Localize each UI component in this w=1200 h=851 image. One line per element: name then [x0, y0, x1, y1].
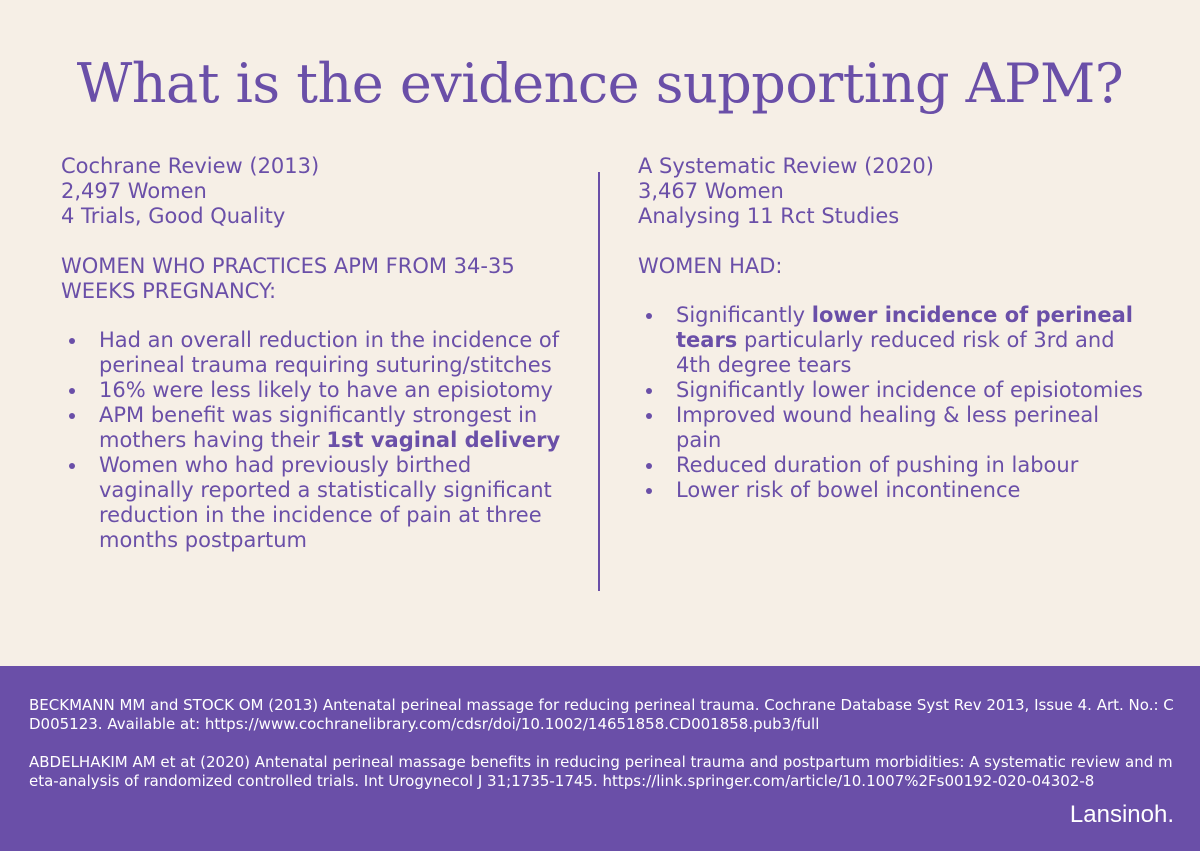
lansinoh-logo: Lansinoh.	[1069, 801, 1174, 828]
list-item: Lower risk of bowel incontinence	[638, 478, 1148, 503]
emphasis: 1st vaginal delivery	[326, 428, 561, 452]
list-item: Significantly lower incidence of episiotomies	[638, 378, 1148, 403]
study-meta	[638, 154, 1148, 229]
list-item: 16% were less likely to have an episiotomy	[61, 378, 561, 403]
list-item: Significantly lower incidence of perineal tears particularly reduced risk of 3rd and 4th degree tears	[638, 303, 1148, 378]
participant-count: 2,497 Women	[61, 179, 207, 203]
findings-list	[61, 328, 561, 553]
references-footer	[0, 666, 1200, 851]
findings-heading: WOMEN HAD:	[638, 254, 783, 278]
reference-cochrane: BECKMANN MM and STOCK OM (2013) Antenatal perineal massage for reducing perineal trauma. Cochrane Database Syst Rev 2013, Issue 4. Art. No.: CD005123. Available at: https://www.cochranelibrary.com/cdsr/doi/10.1002/14651858.CD001858.pub3/full	[29, 696, 1174, 733]
trial-info: 4 Trials, Good Quality	[61, 204, 286, 228]
column-divider	[598, 172, 600, 591]
page-title: What is the evidence supporting APM?	[76, 52, 1124, 115]
emphasis: lower incidence of perineal tears	[676, 303, 1133, 352]
list-item: Improved wound healing & less perineal pain	[638, 403, 1148, 453]
findings-heading: WOMEN WHO PRACTICES APM FROM 34-35 WEEKS PREGNANCY:	[61, 254, 515, 303]
list-item: APM benefit was significantly strongest in mothers having their 1st vaginal delivery	[61, 403, 561, 453]
study-name: A Systematic Review (2020)	[638, 154, 934, 178]
study-meta	[61, 154, 561, 229]
list-item: Had an overall reduction in the incidence of perineal trauma requiring suturing/stitches	[61, 328, 561, 378]
list-item: Reduced duration of pushing in labour	[638, 453, 1148, 478]
trial-info: Analysing 11 Rct Studies	[638, 204, 900, 228]
reference-abdelhakim: ABDELHAKIM AM et at (2020) Antenatal perineal massage benefits in reducing perineal trauma and postpartum morbidities: A systematic review and meta-analysis of randomized controlled trials. Int Urogynecol J 31;1735-1745. https://link.springer.com/article/10.1007%2Fs00192-020-04302-8	[29, 753, 1173, 790]
participant-count: 3,467 Women	[638, 179, 784, 203]
findings-list	[638, 303, 1148, 503]
cochrane-review-column	[61, 154, 561, 553]
reference-list	[29, 696, 1174, 810]
systematic-review-column	[638, 154, 1148, 503]
study-name: Cochrane Review (2013)	[61, 154, 320, 178]
list-item: Women who had previously birthed vaginally reported a statistically significant reduction in the incidence of pain at three months postpartum	[61, 453, 561, 553]
